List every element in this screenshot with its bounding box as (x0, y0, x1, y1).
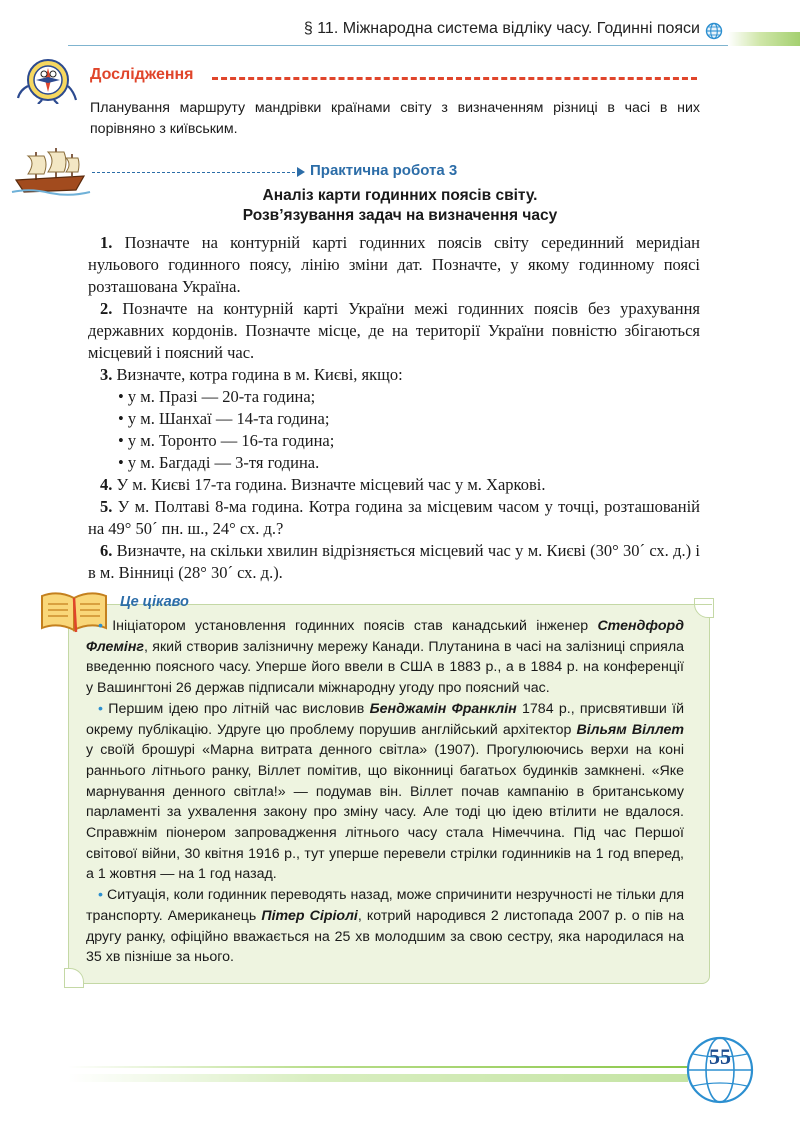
task-number: 5. (100, 497, 113, 516)
text-run: Першим ідею про літній час висловив (108, 700, 370, 717)
interesting-paragraph (86, 616, 684, 699)
task-5 (88, 496, 700, 540)
arrow-head-icon (297, 167, 305, 177)
person-name: Вільям Віллет (576, 721, 684, 738)
bullet-dot-icon: • (98, 700, 103, 717)
task-number: 2. (100, 299, 113, 318)
text-run: 1784 р., присвятивши їй окрему публікацію. Удруге цю проблему порушив англійський архітектор (86, 700, 685, 738)
heading-line: Аналіз карти годинних поясів світу. (262, 187, 538, 204)
task-text: У м. Києві 17-та година. Визначте місцевий час у м. Харкові. (112, 475, 546, 494)
practical-work-arrow (92, 172, 300, 173)
text-run: , котрий народився 2 листопада 2007 р. о пів на другу ранку, офіційно вважається на 25 хв молодшим за свою сестру, яка народилася на 35 хв пізніше за нього. (86, 907, 684, 966)
footer-band (68, 1074, 688, 1082)
task-text: У м. Полтаві 8-ма година. Котра година за місцевим часом у точці, розташованій на 49° 50´ пн. ш., 24° сх. д.? (88, 497, 700, 538)
research-dashed-rule (212, 77, 697, 80)
interesting-label: Це цікаво (120, 594, 189, 610)
task-number: 1. (100, 233, 113, 252)
research-text: Планування маршруту мандрівки країнами світу з визначенням різниці в часі в них порівняно з київським. (90, 100, 700, 137)
text-run: у своїй брошурі «Марна витрата денного світла» (1907). Прогулюючись верхи на коні раннього літнього ранку, Віллет помітив, що віконниці багатьох будинків замкнені. «Яке марнування денного світла!» — подумав він. Віллет почав кампанію в британському парламенті за ухвалення закону про зміну часу. Але тоді цю ідею втілити не вдалося. Справжнім піонером запровадження літнього часу стала Німеччина. Під час Першої світової війни, 30 квітня 1916 р., тут уперше перевели стрілки годинників на 1 год вперед, а 1 жовтня — на 1 год назад. (86, 742, 684, 883)
page-number: 55 (709, 1044, 731, 1069)
text-run: Ситуація, коли годинник переводять назад, може спричинити незручності не тільки для транспорту. Американець (86, 887, 684, 924)
task-2 (88, 298, 700, 364)
footer-rule (68, 1066, 688, 1068)
header-rule (68, 45, 728, 46)
task-number: 3. (100, 365, 113, 384)
task-1 (88, 232, 700, 298)
list-item: • у м. Багдаді — 3-тя година. (118, 453, 320, 472)
task-4 (88, 474, 700, 496)
text-run: , який створив залізничну мережу Канади. Плутанина в часі на залізниці сприяла введенню поясного часу. Уперше його ввели в США в 1883 р., а в 1884 р. на конференції у Вашингтоні 26 держав підписали міжнародну угоду про поясний час. (86, 638, 684, 697)
task-text: Визначте, на скільки хвилин відрізняється місцевий час у м. Києві (30° 30´ сх. д.) і в м. Вінниці (28° 30´ сх. д.). (88, 541, 700, 582)
interesting-paragraph (86, 699, 684, 885)
interesting-rule (192, 604, 712, 605)
task-text: Визначте, котра година в м. Києві, якщо: (112, 365, 403, 384)
list-item: • у м. Празі — 20-та година; (118, 387, 316, 406)
person-name: Бенджамін Франклін (369, 700, 517, 717)
research-title: Дослідження (90, 66, 194, 83)
person-name: Стендфорд Флемінг (86, 618, 684, 655)
bullet-dot-icon: • (98, 618, 103, 634)
person-name: Пітер Сіріолі (261, 907, 358, 924)
sailing-ship-icon (10, 146, 92, 196)
globe-icon (705, 22, 723, 40)
practical-work-heading (150, 186, 650, 226)
interesting-text (86, 616, 684, 968)
heading-line: Розв’язування задач на визначення часу (242, 207, 558, 224)
interesting-paragraph (86, 885, 684, 968)
task-3 (88, 364, 700, 386)
task-number: 6. (100, 541, 113, 560)
task-number: 4. (100, 475, 113, 494)
list-item: • у м. Шанхаї — 14-та година; (118, 409, 330, 428)
section-title: § 11. Міжнародна система відліку часу. Годинні пояси (303, 20, 700, 37)
task-text: Позначте на контурній карті України межі годинних поясів без урахування державних кордонів. Позначте місце, де на території України повністю збігаються місцевий і поясний час. (88, 299, 700, 362)
text-run: Ініціатором установлення годинних поясів став канадський інженер (112, 618, 598, 634)
task-6 (88, 540, 700, 584)
bullet-dot-icon: • (98, 887, 103, 904)
list-item: • у м. Торонто — 16-та година; (118, 431, 335, 450)
header-gradient-bar (728, 32, 800, 46)
task-text: Позначте на контурній карті годинних поясів світу серединний меридіан нульового годинного поясу, лінію зміни дат. Позначте, у якому годинному поясі розташована Україна. (88, 233, 700, 296)
practical-work-label: Практична робота 3 (310, 162, 458, 179)
compass-character-icon (12, 56, 78, 104)
